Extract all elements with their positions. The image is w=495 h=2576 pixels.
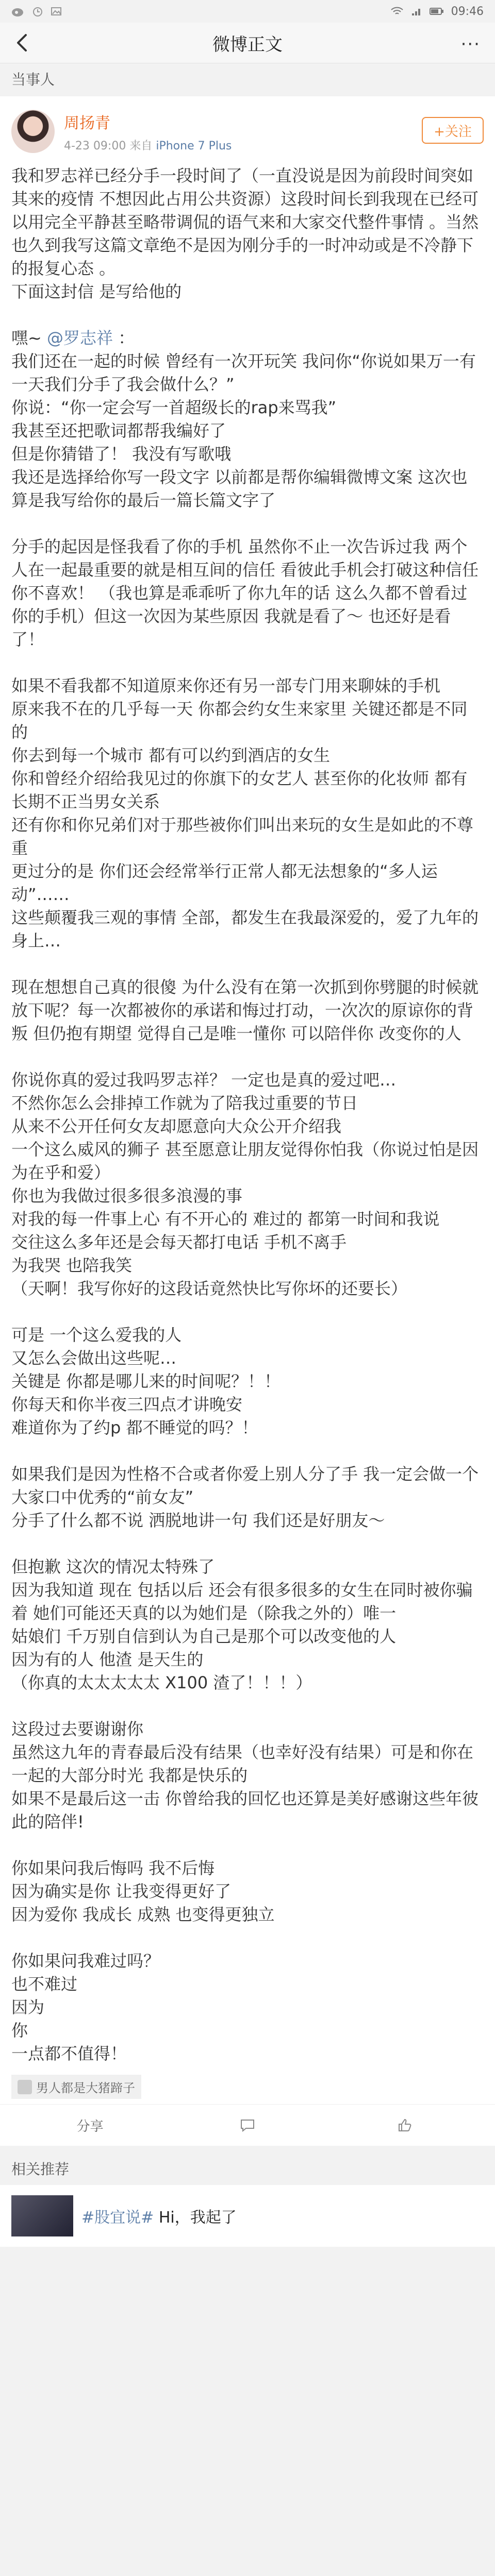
weibo-notify-icon [11, 6, 25, 17]
post-paragraph: 但是你猜错了！ 我没有写歌哦 [11, 444, 232, 464]
post-paragraph: 你 [11, 2021, 28, 2040]
mention-link[interactable]: @罗志祥 [47, 328, 113, 348]
more-menu-button[interactable]: ··· [460, 34, 481, 55]
post-paragraph: 从来不公开任何女友却愿意向大众公开介绍我 [11, 1116, 342, 1136]
comment-action-button[interactable] [169, 2118, 326, 2132]
like-action-button[interactable] [326, 2118, 484, 2132]
post-paragraph: 我还是选择给你写一段文字 以前都是帮你编辑微博文案 这次也算是我写给你的最后一篇长篇文字了 [11, 467, 468, 510]
share-button[interactable] [11, 2116, 169, 2135]
page-title: 微博正文 [212, 34, 283, 55]
post-paragraph: 我和罗志祥已经分手一段时间了（一直没说是因为前段时间突如其来的疫情 不想因此占用公共资源）这段时间长到我现在已经可以用完全平静甚至略带调侃的语气来和大家交代整件事情 。当然也久到我写这篇文章绝不是因为刚分手的一时冲动或是不冷静下的报复心态 。 [11, 166, 479, 278]
post-paragraph: 你每天和你半夜三四点才讲晚安 [11, 1395, 243, 1414]
post-paragraph: 如果不是最后这一击 你曾给我的回忆也还算是美好感谢这些年彼此的陪伴! [11, 1789, 479, 1832]
post-paragraph: 一点都不值得！ [11, 2044, 127, 2063]
post-paragraph: 但抱歉 这次的情况太特殊了 [11, 1557, 215, 1577]
blank-line [11, 512, 484, 535]
post-paragraph: 还有你和你兄弟们对于那些被你们叫出来玩的女生是如此的不尊重 [11, 815, 474, 858]
topic-icon [18, 2080, 32, 2094]
author-row [11, 107, 484, 156]
author-name[interactable]: 周扬青 [64, 114, 110, 132]
related-thumbnail [11, 2195, 73, 2236]
post-source: iPhone 7 Plus [156, 139, 232, 152]
avatar[interactable] [11, 110, 55, 153]
related-tag[interactable]: #股宜说# [81, 2209, 154, 2227]
post-source-prefix: 来自 [129, 139, 153, 152]
topic-tag[interactable] [11, 2075, 141, 2099]
status-time: 09:46 [451, 5, 484, 18]
battery-icon [430, 7, 444, 15]
nav-bar [0, 23, 495, 63]
signal-icon [411, 6, 422, 16]
alarm-icon [32, 6, 43, 17]
post-paragraph: 这段过去要谢谢你 [11, 1719, 144, 1739]
back-arrow-icon [12, 32, 34, 54]
post-paragraph: 又怎么会做出这些呢… [11, 1348, 177, 1368]
post-paragraph: 一个这么威风的狮子 甚至愿意让朋友觉得你怕我（你说过怕是因为在乎和爱） [11, 1140, 479, 1182]
blank-line [11, 953, 484, 976]
status-bar [0, 0, 495, 23]
section-label: 当事人 [0, 63, 495, 96]
post-meta [64, 137, 232, 153]
post-paragraph: 你如果问我难过吗？ [11, 1951, 160, 1971]
follow-button[interactable]: +关注 [422, 117, 484, 144]
post-paragraph: 下面这封信 是写给他的 [11, 282, 182, 301]
post-paragraph: 如果不看我都不知道原来你还有另一部专门用来聊妹的手机 [11, 676, 441, 696]
blank-line [11, 1694, 484, 1718]
related-item[interactable] [0, 2185, 495, 2247]
post-paragraph: 虽然这九年的青春最后没有结果（也幸好没有结果）可是和你在一起的大部分时光 我都是快乐的 [11, 1742, 474, 1785]
action-bar [0, 2104, 495, 2146]
post-paragraph: 原来我不在的几乎每一天 你都会约女生来家里 关键还都是不同的 [11, 699, 468, 742]
photo-icon [51, 6, 62, 17]
post-paragraph: 分手了什么都不说 洒脱地讲一句 我们还是好朋友～ [11, 1511, 385, 1530]
post-paragraph: 你和曾经介绍给我见过的你旗下的女艺人 甚至你的化妆师 都有长期不正当男女关系 [11, 769, 468, 811]
blank-line [11, 1045, 484, 1069]
post-paragraph: 你说你真的爱过我吗罗志祥？ 一定也是真的爱过吧… [11, 1070, 397, 1090]
wifi-icon [390, 6, 404, 16]
blank-line [11, 651, 484, 674]
share-label: 分享 [76, 2119, 104, 2134]
blank-line [11, 303, 484, 327]
back-button[interactable] [12, 32, 34, 54]
post-paragraph: 难道你为了约p 都不睡觉的吗？！ [11, 1418, 258, 1437]
related-title: Hi，我起了 [158, 2209, 237, 2227]
blank-line [11, 1834, 484, 1857]
post-paragraph: 交往这么多年还是会每天都打电话 手机不离手 [11, 1232, 347, 1252]
post-paragraph: 你说：“你一定会写一首超级长的rap来骂我” [11, 398, 337, 417]
post-paragraph: 我们还在一起的时候 曾经有一次开玩笑 我问你“你说如果万一有一天我们分手了我会做什么？” [11, 351, 476, 394]
topic-tag-label: 男人都是大猪蹄子 [36, 2081, 135, 2095]
post-paragraph: 分手的起因是怪我看了你的手机 虽然你不止一次告诉过我 两个人在一起最重要的就是相互间的信任 看彼此手机会打破这种信任 你不喜欢！ （我也算是乖乖听了你九年的话 这么久都不曾看过你的手机）但这一次因为某些原因 我就是看了～ 也还好是看了！ [11, 537, 484, 649]
related-text [81, 2205, 237, 2227]
post-paragraph: 也不难过 [11, 1974, 78, 1994]
blank-line [11, 1439, 484, 1463]
post-paragraph: 如果我们是因为性格不合或者你爱上别人分了手 我一定会做一个大家口中优秀的“前女友” [11, 1464, 479, 1507]
post-paragraph: 可是 一个这么爱我的人 [11, 1325, 182, 1345]
post-paragraph: 现在想想自己真的很傻 为什么没有在第一次抓到你劈腿的时候就放下呢？每一次都被你的承诺和悔过打动，一次次的原谅你的背叛 但仍抱有期望 觉得自己是唯一懂你 可以陪伴你 改变你的人 [11, 977, 479, 1043]
post-paragraph: 我甚至还把歌词都帮我编好了 [11, 421, 226, 440]
post-paragraph: 因为确实是你 让我变得更好了 [11, 1882, 232, 1901]
post-paragraph: 关键是 你都是哪儿来的时间呢？！！ [11, 1371, 281, 1391]
blank-line [11, 1926, 484, 1950]
post-paragraph: 因为我知道 现在 包括以后 还会有很多很多的女生在同时被你骗着 她们可能还天真的以为她们是（除我之外的）唯一 [11, 1580, 473, 1623]
post-paragraph: 嘿~ @罗志祥 ： [11, 328, 135, 348]
post-card [0, 96, 495, 2146]
status-right [390, 5, 484, 18]
blank-line [11, 1532, 484, 1555]
comment-icon [240, 2118, 255, 2132]
author-info [64, 110, 232, 153]
post-paragraph: 更过分的是 你们还会经常举行正常人都无法想象的“多人运动”…… [11, 861, 438, 904]
post-paragraph: 你如果问我后悔吗 我不后悔 [11, 1858, 215, 1878]
status-left [11, 6, 62, 17]
blank-line [11, 1300, 484, 1324]
post-paragraph: 因为爱你 我成长 成熟 也变得更独立 [11, 1905, 275, 1924]
like-icon [397, 2118, 412, 2132]
post-paragraph: 你去到每一个城市 都有可以约到酒店的女生 [11, 745, 331, 765]
related-heading: 相关推荐 [11, 2161, 70, 2178]
post-body [11, 164, 484, 2065]
post-paragraph: 不然你怎么会排掉工作就为了陪我过重要的节日 [11, 1093, 358, 1113]
post-paragraph: 姑娘们 千万别自信到认为自己是那个可以改变他的人 [11, 1626, 397, 1646]
post-paragraph: 为我哭 也陪我笑 [11, 1256, 133, 1275]
post-paragraph: 因为有的人 他渣 是天生的 [11, 1650, 204, 1669]
post-paragraph: 对我的每一件事上心 有不开心的 难过的 都第一时间和我说 [11, 1209, 440, 1229]
post-paragraph: （你真的太太太太太 X100 渣了！！！） [11, 1673, 312, 1692]
post-paragraph: 你也为我做过很多很多浪漫的事 [11, 1186, 243, 1206]
post-paragraph: 这些颠覆我三观的事情 全部，都发生在我最深爱的，爱了九年的身上… [11, 908, 479, 951]
post-paragraph: （天啊！我写你好的这段话竟然快比写你坏的还要长） [11, 1279, 408, 1298]
post-paragraph: 因为 [11, 1997, 45, 2017]
post-date: 4-23 09:00 [64, 139, 126, 152]
